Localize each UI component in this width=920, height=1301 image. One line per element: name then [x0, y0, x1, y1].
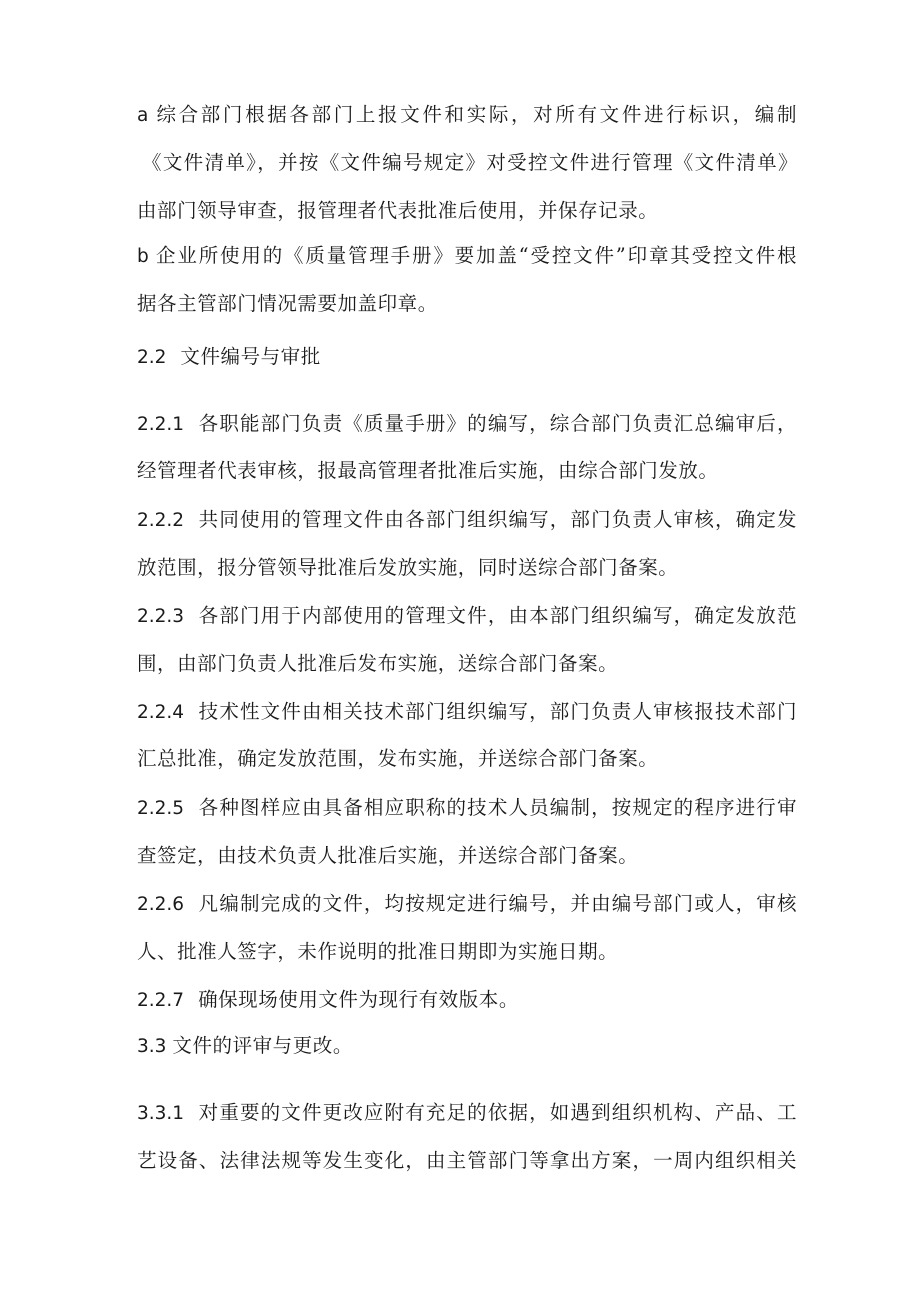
line-text: 由部门领导审查，报管理者代表批准后使用，并保存记录。 — [137, 199, 659, 222]
line-text: 经管理者代表审核，报最高管理者批准后实施，由综合部门发放。 — [137, 459, 719, 482]
line-text: 放范围，报分管领导批准后发放实施，同时送综合部门备案。 — [137, 556, 679, 579]
clause-2-2-5-line-1 — [137, 794, 797, 823]
item-label: a — [137, 105, 149, 126]
clause-2-2-4-line-2 — [137, 745, 797, 773]
clause-number: 2.2.7 — [137, 990, 185, 1011]
line-text: 凡编制完成的文件，均按规定进行编号，并由编号部门或人，审核 — [198, 892, 797, 915]
clause-number: 2.2.5 — [137, 798, 185, 819]
paragraph-a-line-2 — [142, 149, 798, 177]
line-text: 各职能部门负责《质量手册》的编写，综合部门负责汇总编审后， — [198, 412, 797, 435]
line-text: 艺设备、法律法规等发生变化，由主管部门等拿出方案，一周内组织相关 — [137, 1149, 797, 1172]
clause-2-2-6-line-1 — [137, 890, 797, 919]
paragraph-b-line-1 — [137, 242, 797, 271]
line-text: 查签定，由技术负责人批准后实施，并送综合部门备案。 — [137, 844, 639, 867]
clause-number: 2.2.6 — [137, 894, 185, 915]
clause-2-2-7 — [137, 986, 797, 1015]
clause-2-2-2-line-2 — [137, 554, 797, 582]
clause-3-3-1-line-1 — [137, 1099, 797, 1128]
clause-number: 2.2.1 — [137, 414, 185, 435]
clause-number: 2.2.2 — [137, 510, 185, 531]
line-text: 各种图样应由具备相应职称的技术人员编制，按规定的程序进行审 — [198, 796, 797, 819]
clause-2-2-3-line-2 — [137, 650, 797, 678]
clause-number: 2.2.3 — [137, 606, 185, 627]
clause-number: 2.2.4 — [137, 702, 185, 723]
line-text: 《文件清单》，并按《文件编号规定》对受控文件进行管理《文件清单》 — [142, 151, 798, 174]
clause-2-2-1-line-2 — [137, 457, 797, 485]
clause-2-2-4-line-1 — [137, 698, 797, 727]
clause-2-2-5-line-2 — [137, 842, 797, 870]
clause-2-2-6-line-2 — [137, 938, 797, 966]
line-text: 据各主管部门情况需要加盖印章。 — [137, 292, 438, 315]
section-title: 文件的评审与更改。 — [172, 1034, 353, 1057]
section-number: 3.3 — [137, 1036, 167, 1057]
line-text: 对重要的文件更改应附有充足的依据，如遇到组织机构、产品、工 — [198, 1101, 797, 1124]
clause-3-3-1-line-2 — [137, 1147, 797, 1175]
paragraph-b-line-2 — [137, 290, 797, 318]
line-text: 共同使用的管理文件由各部门组织编写，部门负责人审核，确定发 — [198, 508, 797, 531]
clause-2-2-2-line-1 — [137, 506, 797, 535]
line-text: 人、批准人签字，未作说明的批准日期即为实施日期。 — [137, 940, 619, 963]
line-text: 围，由部门负责人批准后发布实施，送综合部门备案。 — [137, 652, 619, 675]
section-number: 2.2 — [137, 347, 167, 368]
clause-2-2-1-line-1 — [137, 410, 797, 439]
line-text: 确保现场使用文件为现行有效版本。 — [198, 988, 519, 1011]
clause-2-2-3-line-1 — [137, 602, 797, 631]
section-title: 文件编号与审批 — [180, 345, 321, 368]
item-label: b — [137, 246, 149, 267]
section-heading-3-3 — [137, 1032, 797, 1061]
line-text: 汇总批准，确定发放范围，发布实施，并送综合部门备案。 — [137, 747, 659, 770]
clause-number: 3.3.1 — [137, 1103, 185, 1124]
section-heading-2-2 — [137, 343, 797, 372]
line-text: 技术性文件由相关技术部门组织编写，部门负责人审核报技术部门 — [198, 700, 797, 723]
line-text: 综合部门根据各部门上报文件和实际，对所有文件进行标识，编制 — [154, 103, 797, 126]
paragraph-a-line-3 — [137, 197, 797, 225]
paragraph-a-line-1 — [137, 101, 797, 130]
line-text: 各部门用于内部使用的管理文件，由本部门组织编写，确定发放范 — [198, 604, 797, 627]
line-text: 企业所使用的《质量管理手册》要加盖“受控文件”印章其受控文件根 — [154, 244, 797, 267]
